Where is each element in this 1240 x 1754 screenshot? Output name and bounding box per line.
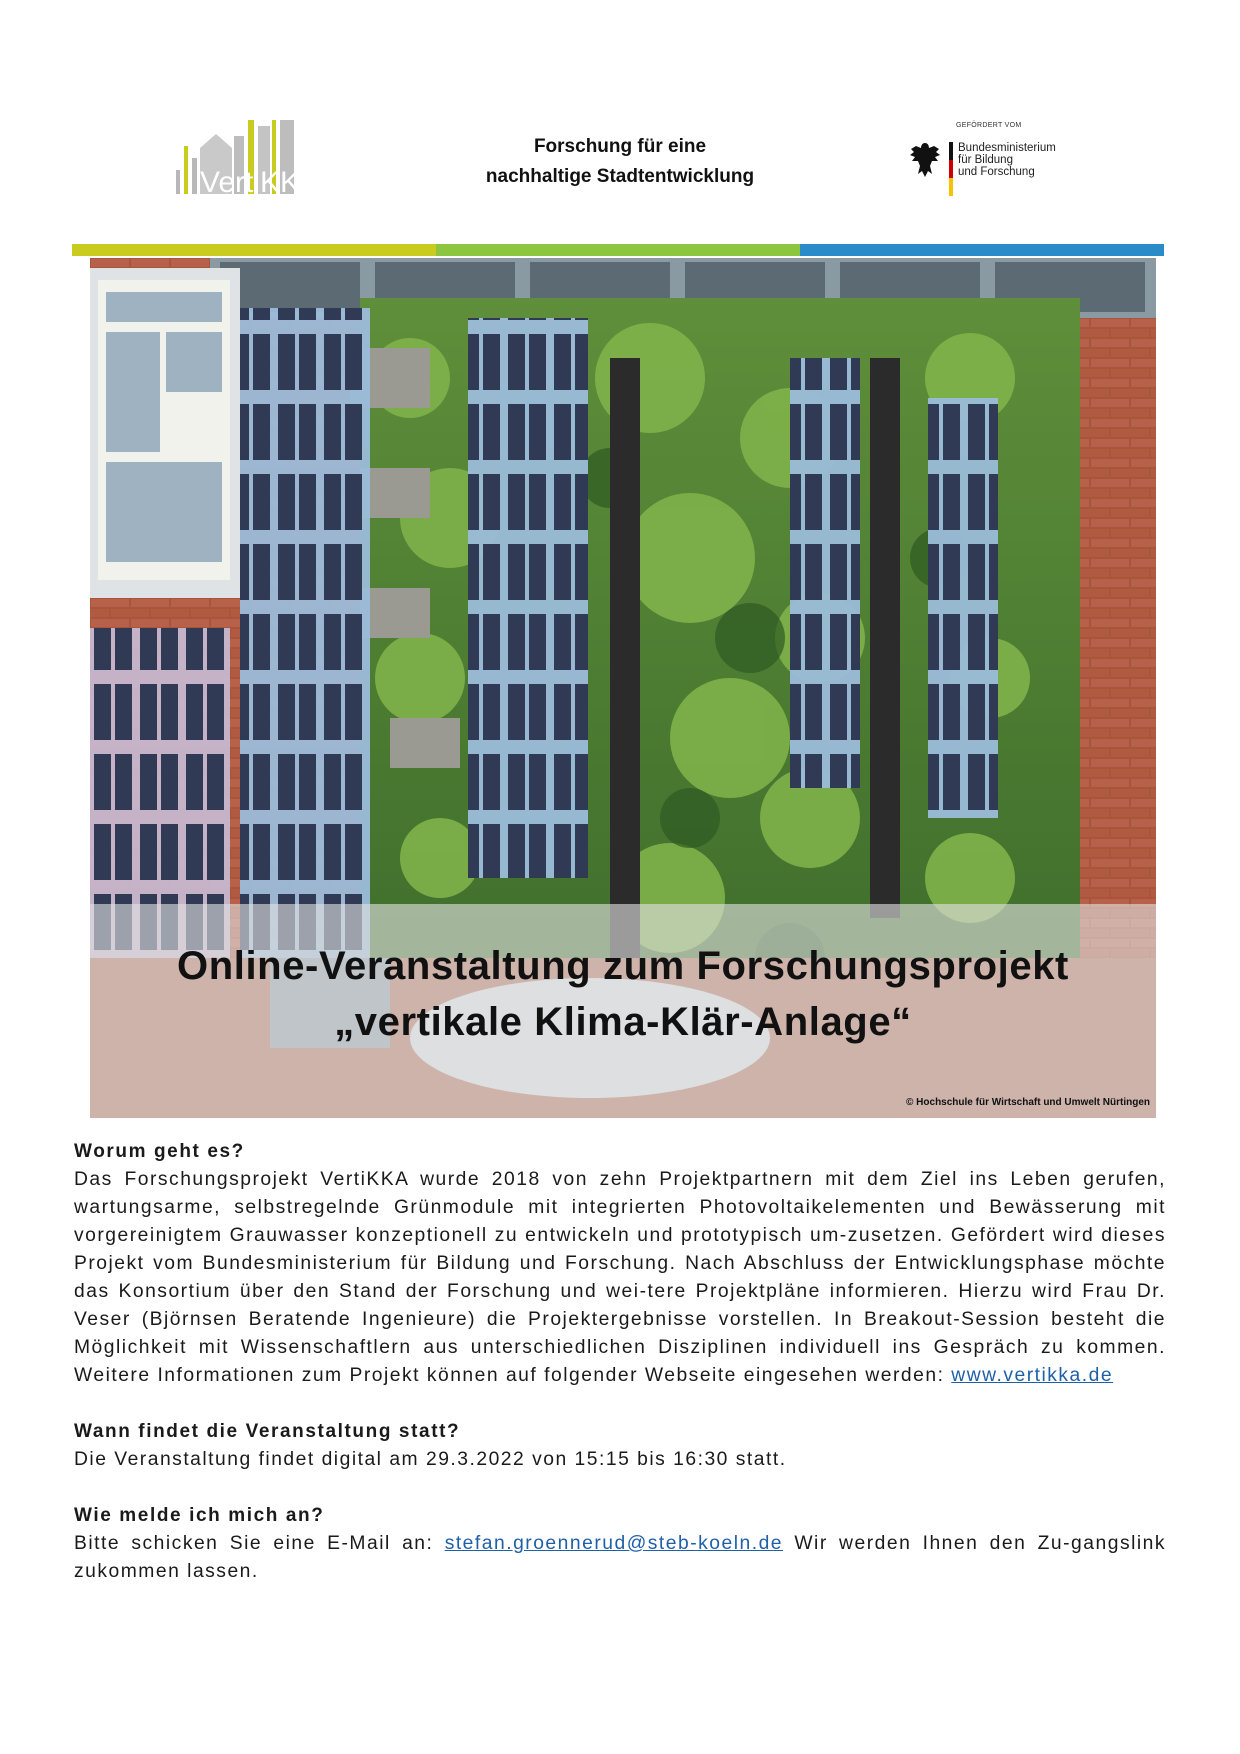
when-heading: Wann findet die Veranstaltung statt? bbox=[74, 1421, 461, 1442]
divider-segment-green bbox=[436, 244, 800, 256]
vertikka-logo bbox=[176, 118, 326, 198]
divider-segment-yellow bbox=[72, 244, 436, 256]
header-title-line1: Forschung für eine bbox=[533, 136, 707, 157]
funder-name bbox=[958, 142, 1056, 178]
event-title-line1: Online-Veranstaltung zum Forschungsprojekt bbox=[177, 944, 1069, 988]
register-text bbox=[74, 1530, 1166, 1586]
tricolor-divider bbox=[72, 244, 1164, 256]
when-text: Die Veranstaltung findet digital am 29.3.2022 von 15:15 bis 16:30 statt. bbox=[74, 1449, 787, 1470]
german-flag-stripe bbox=[949, 142, 953, 196]
funder-name-line1: Bundesministerium bbox=[958, 142, 1056, 154]
funder-name-line2: für Bildung bbox=[958, 154, 1013, 166]
federal-eagle-icon bbox=[908, 140, 942, 180]
divider-segment-blue bbox=[800, 244, 1164, 256]
register-text-after: Wir werden Ihnen den Zu-gangslink zukommen lassen. bbox=[74, 1533, 1167, 1582]
event-title-line2: „vertikale Klima-Klär-Anlage“ bbox=[334, 1000, 912, 1044]
project-website-link[interactable]: www.vertikka.de bbox=[951, 1365, 1114, 1386]
bmbf-logo bbox=[908, 118, 1108, 208]
about-heading: Worum geht es? bbox=[74, 1141, 245, 1162]
vertikka-logo-text: VertiKKA bbox=[200, 166, 321, 198]
funder-name-line3: und Forschung bbox=[958, 166, 1035, 178]
register-text-before: Bitte schicken Sie eine E-Mail an: bbox=[74, 1533, 445, 1554]
about-paragraph: Das Forschungsprojekt VertiKKA wurde 2018 von zehn Projektpartnern mit dem Ziel ins Leben gerufen, wartungsarme, selbstregelnde Grünmodule mit integrierten Photovoltaikelementen und Bewässerung mit vorgereinigtem Grauwasser konzeptionell zu entwickeln und prototypisch um-zusetzen. Gefördert wird dieses Projekt vom Bundesministerium für Bildung und Forschung. Nach Abschluss der Entwicklungsphase möchte das Konsortium über den Stand der Forschung und wei-tere Projektpläne informieren. Hierzu wird Frau Dr. Veser (Björnsen Beratende Ingenieure) die Projektergebnisse vorstellen. In Breakout-Session besteht die Möglichkeit mit Wissenschaftlern aus unterschiedlichen Disziplinen individuell ins Gespräch zu kommen. Weitere Informationen zum Projekt können auf folgender Webseite eingesehen werden: bbox=[74, 1169, 1166, 1386]
photo-credit: © Hochschule für Wirtschaft und Umwelt Nürtingen bbox=[906, 1097, 1150, 1108]
about-text bbox=[74, 1166, 1166, 1390]
header-title-line2: nachhaltige Stadtentwicklung bbox=[485, 166, 755, 187]
register-heading: Wie melde ich mich an? bbox=[74, 1505, 325, 1526]
contact-email-link[interactable]: stefan.groennerud@steb-koeln.de bbox=[444, 1533, 784, 1554]
funded-by-label: GEFÖRDERT VOM bbox=[956, 122, 1022, 129]
header-title bbox=[440, 132, 800, 192]
event-title bbox=[90, 938, 1156, 1050]
body-content bbox=[74, 1138, 1166, 1586]
